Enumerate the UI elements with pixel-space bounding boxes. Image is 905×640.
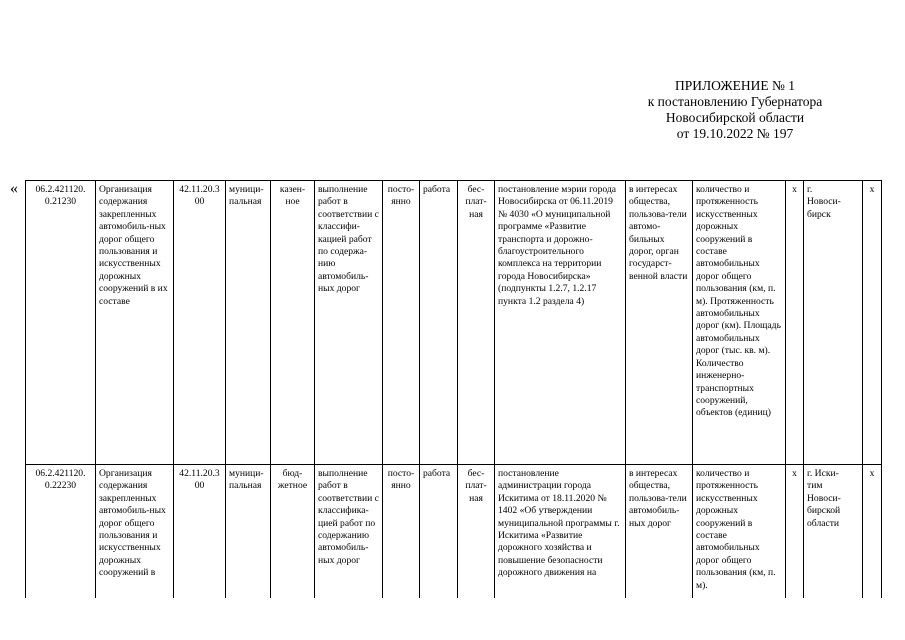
service-content: выполнение работ в соответствии с классифика-цией работ по содержанию автомобиль-ных дорог	[315, 465, 383, 625]
appendix-title: ПРИЛОЖЕНИЕ № 1	[674, 78, 796, 93]
service-name: Организация содержания закрепленных автомобиль-ных дорог общего пользования и искусственных дорожных сооружений в их составе	[96, 181, 174, 465]
service-kind: работа	[420, 465, 458, 625]
x-cell: х	[863, 181, 882, 465]
indicators: количество и протяженность искусственных дорожных сооружений в составе автомобильных дорог общего пользования (км, п. м).	[693, 465, 786, 625]
page-margin	[0, 598, 905, 640]
consumers: в интересах общества, пользова-тели автомо-бильных дорог, орган государст-венной власти	[626, 181, 693, 465]
x-cell: х	[786, 465, 804, 625]
x-cell: х	[863, 465, 882, 625]
ownership: муници- пальная	[226, 181, 271, 465]
service-code: 06.2.421120. 0.21230	[26, 181, 96, 465]
registry-table	[25, 180, 882, 625]
opening-quote-mark: «	[10, 180, 18, 197]
document-header	[600, 78, 870, 142]
payment-type: бес- плат- ная	[458, 465, 495, 625]
indicators: количество и протяженность искусственных дорожных сооружений в составе автомобильных дорог общего пользования (км, п. м). Протяженность автомобильных дорог (км). Площадь автомобильных дорог (тыс. кв. м). Количество инженерно-транспортных сооружений, объектов (единиц)	[693, 181, 786, 465]
service-code: 06.2.421120. 0.22230	[26, 465, 96, 625]
payment-type: бес- плат- ная	[458, 181, 495, 465]
service-content: выполнение работ в соответствии с классифи-кацией работ по содержа-нию автомобиль-ных дорог	[315, 181, 383, 465]
period: посто- янно	[383, 465, 420, 625]
appendix-subtitle-2: Новосибирской области	[665, 110, 805, 125]
table-row	[26, 181, 882, 465]
place: г. Новоси- бирск	[804, 181, 863, 465]
okved-code: 42.11.20.3 00	[174, 181, 226, 465]
consumers: в интересах общества, пользова-тели автомобиль-ных дорог	[626, 465, 693, 625]
institution-type: казен- ное	[271, 181, 315, 465]
legal-basis: постановление мэрии города Новосибирска от 06.11.2019 № 4030 «О муниципальной программе «Развитие транспорта и дорожно-благоустроительного комплекса на территории города Новосибирска» (подпункты 1.2.7, 1.2.17 пункта 1.2 раздела 4)	[495, 181, 626, 465]
appendix-date-number: от 19.10.2022 № 197	[676, 126, 794, 141]
ownership: муници- пальная	[226, 465, 271, 625]
legal-basis: постановление администрации города Искитима от 18.11.2020 № 1402 «Об утверждении муниципальной программы г. Искитима «Развитие дорожного хозяйства и повышение безопасности дорожного движения на	[495, 465, 626, 625]
service-name: Организация содержания закрепленных автомобиль-ных дорог общего пользования и искусственных дорожных сооружений в	[96, 465, 174, 625]
period: посто- янно	[383, 181, 420, 465]
x-cell: х	[786, 181, 804, 465]
institution-type: бюд- жетное	[271, 465, 315, 625]
place: г. Иски- тим Новоси- бирской области	[804, 465, 863, 625]
service-kind: работа	[420, 181, 458, 465]
okved-code: 42.11.20.3 00	[174, 465, 226, 625]
appendix-subtitle-1: к постановлению Губернатора	[647, 94, 823, 109]
